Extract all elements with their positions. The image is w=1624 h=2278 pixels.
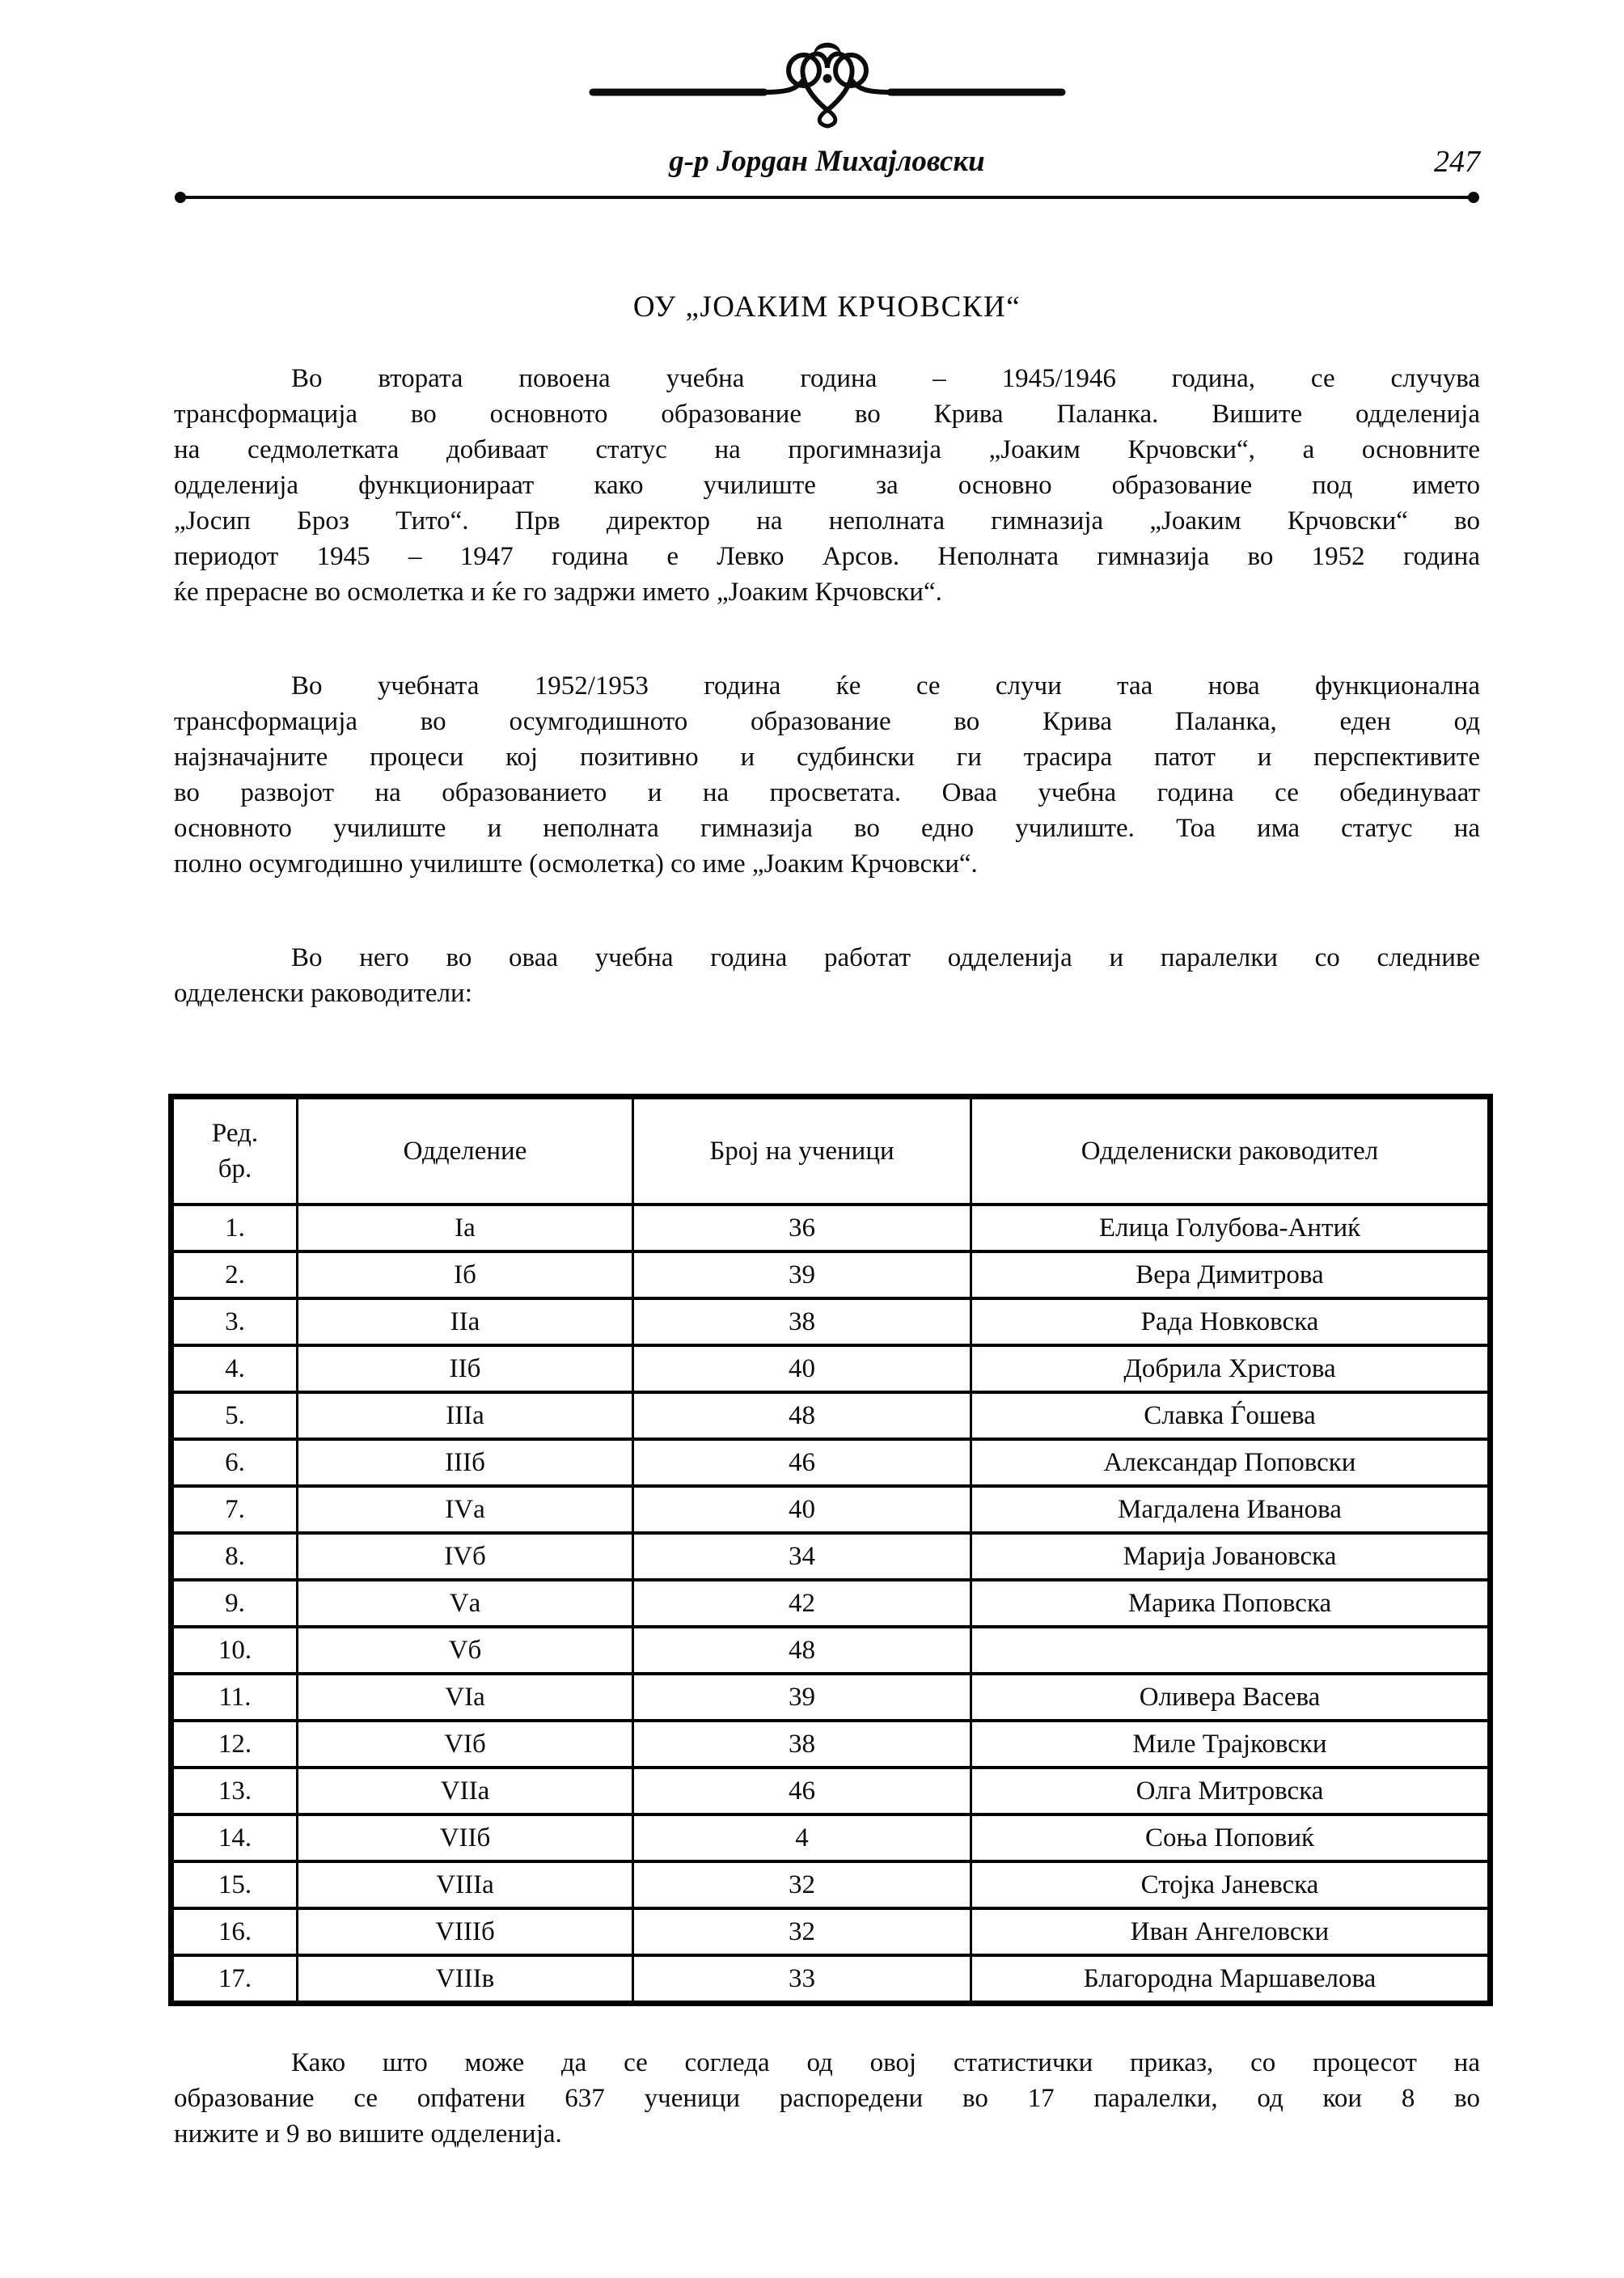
student-count-cell: 34 xyxy=(633,1533,971,1580)
page-number: 247 xyxy=(1434,145,1480,179)
grade-cell: VIIб xyxy=(298,1814,633,1861)
grade-cell: Iб xyxy=(298,1251,633,1298)
body-text xyxy=(174,361,1480,1011)
paragraph-line: во развојот на образованието и на просветата. Оваа учебна година се обединуваат xyxy=(174,778,1480,807)
teacher-cell: Славка Ѓошева xyxy=(971,1392,1491,1439)
grade-cell: IIIб xyxy=(298,1439,633,1486)
author-name: д-р Јордан Михајловски xyxy=(669,145,985,178)
row-number-cell: 10. xyxy=(171,1627,298,1674)
paragraph-line: ќе прерасне во осмолетка и ќе го задржи името „Јоаким Крчовски“. xyxy=(174,578,942,607)
grade-cell: VIIIа xyxy=(298,1861,633,1908)
table-row xyxy=(171,1721,1491,1768)
ornament-flourish-icon xyxy=(174,32,1480,129)
paragraph-line: Како што може да се согледа од овој статистички приказ, со процесот на xyxy=(291,2048,1480,2077)
paragraph-line: трансформација во основното образование во Крива Паланка. Вишите одделенија xyxy=(174,400,1480,429)
paragraph-line: образование се опфатени 637 ученици распоредени во 17 паралелки, од кои 8 во xyxy=(174,2084,1480,2113)
grade-cell: IIа xyxy=(298,1298,633,1345)
row-number-cell: 15. xyxy=(171,1861,298,1908)
paragraph-line: нижите и 9 во вишите одделенија. xyxy=(174,2119,562,2149)
table-row xyxy=(171,1674,1491,1721)
student-count-cell: 42 xyxy=(633,1580,971,1627)
column-header-grade: Одделение xyxy=(298,1097,633,1205)
teacher-cell: Благородна Маршавелова xyxy=(971,1955,1491,2004)
column-header-teacher: Одделениски раководител xyxy=(971,1097,1491,1205)
student-count-cell: 38 xyxy=(633,1298,971,1345)
grade-cell: IIб xyxy=(298,1345,633,1392)
teacher-cell: Вера Димитрова xyxy=(971,1251,1491,1298)
grade-cell: VIIIб xyxy=(298,1908,633,1955)
paragraph-line: трансформација во осумгодишното образование во Крива Паланка, еден од xyxy=(174,707,1480,736)
student-count-cell: 36 xyxy=(633,1205,971,1251)
header-rule-svg xyxy=(174,191,1480,204)
teacher-cell: Миле Трајковски xyxy=(971,1721,1491,1768)
grade-cell: Iа xyxy=(298,1205,633,1251)
ornament-flourish-svg xyxy=(585,32,1070,129)
teacher-cell: Рада Новковска xyxy=(971,1298,1491,1345)
column-header-row-number xyxy=(171,1097,298,1205)
row-number-cell: 14. xyxy=(171,1814,298,1861)
row-number-cell: 2. xyxy=(171,1251,298,1298)
table-row xyxy=(171,1251,1491,1298)
paragraph-line: основното училиште и неполната гимназија во едно училиште. Тоа има статус на xyxy=(174,814,1480,843)
paragraph-line: полно осумгодишно училиште (осмолетка) со име „Јоаким Крчовски“. xyxy=(174,849,978,879)
column-header-student-count: Број на ученици xyxy=(633,1097,971,1205)
student-count-cell: 48 xyxy=(633,1392,971,1439)
student-count-cell: 4 xyxy=(633,1814,971,1861)
grade-cell: IIIа xyxy=(298,1392,633,1439)
class-roster-table xyxy=(168,1094,1493,2006)
student-count-cell: 48 xyxy=(633,1627,971,1674)
teacher-cell: Александар Поповски xyxy=(971,1439,1491,1486)
row-number-cell: 17. xyxy=(171,1955,298,2004)
paragraph xyxy=(174,2045,1480,2152)
row-number-cell: 1. xyxy=(171,1205,298,1251)
row-number-cell: 7. xyxy=(171,1486,298,1533)
table-row xyxy=(171,1768,1491,1814)
student-count-cell: 33 xyxy=(633,1955,971,2004)
teacher-cell: Добрила Христова xyxy=(971,1345,1491,1392)
closing-text xyxy=(174,2045,1480,2152)
row-number-cell: 5. xyxy=(171,1392,298,1439)
column-header-row-number-line1: Ред. xyxy=(211,1119,259,1148)
paragraph xyxy=(174,668,1480,882)
student-count-cell: 46 xyxy=(633,1439,971,1486)
teacher-cell: Елица Голубова-Антиќ xyxy=(971,1205,1491,1251)
table-row xyxy=(171,1955,1491,2004)
paragraph-line: периодот 1945 – 1947 година е Левко Арсов. Неполната гимназија во 1952 година xyxy=(174,542,1480,571)
paragraph xyxy=(174,361,1480,610)
grade-cell: VIа xyxy=(298,1674,633,1721)
table-row xyxy=(171,1861,1491,1908)
teacher-cell: Соња Поповиќ xyxy=(971,1814,1491,1861)
table-header-row xyxy=(171,1097,1491,1205)
row-number-cell: 11. xyxy=(171,1674,298,1721)
row-number-cell: 3. xyxy=(171,1298,298,1345)
row-number-cell: 6. xyxy=(171,1439,298,1486)
table-row xyxy=(171,1627,1491,1674)
grade-cell: Vа xyxy=(298,1580,633,1627)
row-number-cell: 13. xyxy=(171,1768,298,1814)
paragraph-line: Во втората повоена учебна година – 1945/1946 година, се случува xyxy=(291,364,1480,393)
page-content xyxy=(174,32,1480,2152)
table-row xyxy=(171,1205,1491,1251)
teacher-cell: Стојка Јаневска xyxy=(971,1861,1491,1908)
teacher-cell: Магдалена Иванова xyxy=(971,1486,1491,1533)
table-head xyxy=(171,1097,1491,1205)
grade-cell: IVб xyxy=(298,1533,633,1580)
table-row xyxy=(171,1580,1491,1627)
paragraph-line: на седмолетката добиваат статус на прогимназија „Јоаким Крчовски“, а основните xyxy=(174,435,1480,464)
header-rule xyxy=(174,191,1480,204)
table-row xyxy=(171,1345,1491,1392)
student-count-cell: 39 xyxy=(633,1251,971,1298)
page-header xyxy=(174,142,1480,181)
student-count-cell: 40 xyxy=(633,1345,971,1392)
paragraph xyxy=(174,940,1480,1011)
teacher-cell: Иван Ангеловски xyxy=(971,1908,1491,1955)
row-number-cell: 9. xyxy=(171,1580,298,1627)
table-body xyxy=(171,1205,1491,2004)
table-row xyxy=(171,1486,1491,1533)
student-count-cell: 46 xyxy=(633,1768,971,1814)
student-count-cell: 38 xyxy=(633,1721,971,1768)
grade-cell: VIIа xyxy=(298,1768,633,1814)
table-row xyxy=(171,1439,1491,1486)
table-row xyxy=(171,1533,1491,1580)
grade-cell: VIб xyxy=(298,1721,633,1768)
scanned-book-page xyxy=(0,32,1624,2278)
grade-cell: IVа xyxy=(298,1486,633,1533)
teacher-cell: Марика Поповска xyxy=(971,1580,1491,1627)
student-count-cell: 32 xyxy=(633,1908,971,1955)
grade-cell: Vб xyxy=(298,1627,633,1674)
student-count-cell: 39 xyxy=(633,1674,971,1721)
paragraph-line: одделенија функционираат како училиште за основно образование под името xyxy=(174,471,1480,500)
paragraph-line: Во учебната 1952/1953 година ќе се случи таа нова функционална xyxy=(291,671,1480,701)
row-number-cell: 8. xyxy=(171,1533,298,1580)
row-number-cell: 4. xyxy=(171,1345,298,1392)
page-title: ОУ „ЈОАКИМ КРЧОВСКИ“ xyxy=(632,290,1021,324)
paragraph-line: Во него во оваа учебна година работат одделенија и паралелки со следниве xyxy=(291,943,1480,972)
teacher-cell xyxy=(971,1627,1491,1674)
teacher-cell: Оливера Васева xyxy=(971,1674,1491,1721)
row-number-cell: 12. xyxy=(171,1721,298,1768)
table-row xyxy=(171,1814,1491,1861)
teacher-cell: Олга Митровска xyxy=(971,1768,1491,1814)
student-count-cell: 40 xyxy=(633,1486,971,1533)
teacher-cell: Марија Јовановска xyxy=(971,1533,1491,1580)
paragraph-line: најзначајните процеси кој позитивно и судбински ги трасира патот и перспективите xyxy=(174,743,1480,772)
column-header-row-number-line2: бр. xyxy=(218,1154,252,1183)
paragraph-line: одделенски раководители: xyxy=(174,979,472,1008)
table-row xyxy=(171,1392,1491,1439)
table-row xyxy=(171,1298,1491,1345)
grade-cell: VIIIв xyxy=(298,1955,633,2004)
paragraph-line: „Јосип Броз Тито“. Прв директор на неполната гимназија „Јоаким Крчовски“ во xyxy=(174,506,1480,536)
table-row xyxy=(171,1908,1491,1955)
row-number-cell: 16. xyxy=(171,1908,298,1955)
student-count-cell: 32 xyxy=(633,1861,971,1908)
